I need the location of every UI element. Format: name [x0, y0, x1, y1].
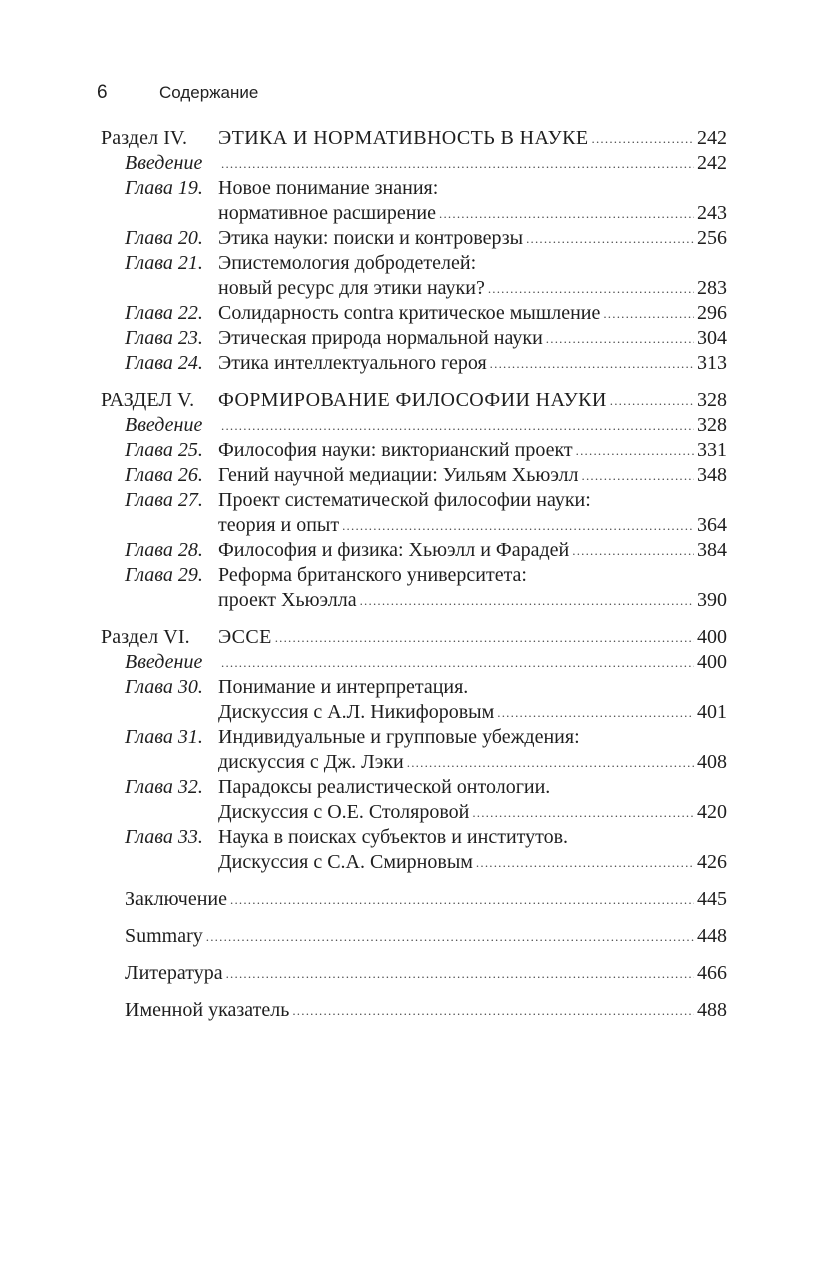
- chapter-title: Понимание и интерпретация.: [218, 676, 469, 698]
- dot-leader: [610, 388, 694, 413]
- section-row: [101, 388, 727, 413]
- dot-leader: [292, 998, 694, 1023]
- chapter-title: Дискуссия с А.Л. Никифоровым: [218, 701, 495, 723]
- chapter-row: [101, 750, 727, 775]
- dot-leader: [488, 276, 694, 301]
- dot-leader: [407, 750, 694, 775]
- chapter-label: Глава 20.: [125, 227, 203, 249]
- chapter-label: Глава 32.: [125, 776, 203, 798]
- chapter-row: [101, 650, 727, 675]
- chapter-label: Глава 28.: [125, 539, 203, 561]
- chapter-title: Наука в поисках субъектов и институтов.: [218, 826, 569, 848]
- dot-leader: [221, 151, 694, 176]
- chapter-label: Глава 27.: [125, 489, 203, 511]
- chapter-title: Парадоксы реалистической онтологии.: [218, 776, 551, 798]
- chapter-row: [101, 775, 727, 800]
- chapter-title: Этическая природа нормальной науки: [218, 327, 543, 349]
- chapter-row: [101, 850, 727, 875]
- chapter-title: Индивидуальные и групповые убеждения:: [218, 726, 580, 748]
- chapter-label: Введение: [125, 651, 203, 673]
- section-label: Раздел VI.: [101, 626, 190, 648]
- chapter-page: 390: [697, 589, 727, 611]
- chapter-row: [101, 513, 727, 538]
- back-matter-page: 448: [697, 925, 727, 947]
- chapter-row: [101, 800, 727, 825]
- back-matter-title: Заключение: [125, 888, 227, 910]
- page-number: 6: [97, 82, 108, 103]
- chapter-page: 243: [697, 202, 727, 224]
- chapter-title: проект Хьюэлла: [218, 589, 357, 611]
- chapter-title: Солидарность contra критическое мышление: [218, 302, 601, 324]
- dot-leader: [526, 226, 694, 251]
- section-gap: [101, 376, 727, 388]
- chapter-page: 400: [697, 651, 727, 673]
- section-title: ЭССЕ: [218, 626, 272, 648]
- chapter-page: 401: [697, 701, 727, 723]
- back-matter-row: [101, 961, 727, 986]
- chapter-page: 296: [697, 302, 727, 324]
- dot-leader: [275, 625, 694, 650]
- chapter-title: теория и опыт: [218, 514, 340, 536]
- chapter-label: Глава 23.: [125, 327, 203, 349]
- chapter-page: 364: [697, 514, 727, 536]
- dot-leader: [221, 413, 694, 438]
- chapter-title: Этика науки: поиски и контроверзы: [218, 227, 524, 249]
- chapter-title: Этика интеллектуального героя: [218, 352, 487, 374]
- back-matter-page: 445: [697, 888, 727, 910]
- chapter-page: 242: [697, 152, 727, 174]
- chapter-row: [101, 201, 727, 226]
- chapter-page: 283: [697, 277, 727, 299]
- back-matter-title: Summary: [125, 925, 203, 947]
- chapter-label: Глава 24.: [125, 352, 203, 374]
- chapter-row: [101, 276, 727, 301]
- page-header: [97, 82, 258, 104]
- chapter-title: Реформа британского университета:: [218, 564, 527, 586]
- chapter-row: [101, 725, 727, 750]
- section-page: 242: [697, 127, 727, 149]
- chapter-page: 328: [697, 414, 727, 436]
- section-gap: [101, 613, 727, 625]
- chapter-page: 304: [697, 327, 727, 349]
- chapter-title: Дискуссия с С.А. Смирновым: [218, 851, 473, 873]
- dot-leader: [546, 326, 694, 351]
- chapter-title: Философия и физика: Хьюэлл и Фарадей: [218, 539, 570, 561]
- chapter-title: Дискуссия с О.Е. Столяровой: [218, 801, 470, 823]
- dot-leader: [572, 538, 694, 563]
- chapter-page: 256: [697, 227, 727, 249]
- section-title: ФОРМИРОВАНИЕ ФИЛОСОФИИ НАУКИ: [218, 389, 607, 411]
- dot-leader: [226, 961, 694, 986]
- chapter-page: 348: [697, 464, 727, 486]
- chapter-row: [101, 825, 727, 850]
- chapter-row: [101, 326, 727, 351]
- chapter-row: [101, 463, 727, 488]
- back-matter-row: [101, 998, 727, 1023]
- chapter-page: 420: [697, 801, 727, 823]
- chapter-row: [101, 538, 727, 563]
- chapter-title: Новое понимание знания:: [218, 177, 439, 199]
- chapter-label: Глава 26.: [125, 464, 203, 486]
- chapter-label: Глава 30.: [125, 676, 203, 698]
- chapter-title: Эпистемология добродетелей:: [218, 252, 477, 274]
- chapter-title: нормативное расширение: [218, 202, 437, 224]
- chapter-row: [101, 301, 727, 326]
- dot-leader: [206, 924, 694, 949]
- chapter-row: [101, 438, 727, 463]
- dot-leader: [476, 850, 694, 875]
- chapter-title: дискуссия с Дж. Лэки: [218, 751, 404, 773]
- back-matter-row: [101, 924, 727, 949]
- back-matter-row: [101, 887, 727, 912]
- chapter-page: 384: [697, 539, 727, 561]
- chapter-row: [101, 151, 727, 176]
- chapter-title: Философия науки: викторианский проект: [218, 439, 573, 461]
- chapter-row: [101, 588, 727, 613]
- dot-leader: [221, 650, 694, 675]
- chapter-row: [101, 700, 727, 725]
- chapter-row: [101, 251, 727, 276]
- running-title: Содержание: [159, 83, 259, 102]
- dot-leader: [592, 126, 694, 151]
- dot-leader: [472, 800, 694, 825]
- chapter-label: Введение: [125, 414, 203, 436]
- section-row: [101, 126, 727, 151]
- chapter-label: Глава 21.: [125, 252, 203, 274]
- chapter-row: [101, 176, 727, 201]
- chapter-title: Гений научной медиации: Уильям Хьюэлл: [218, 464, 579, 486]
- chapter-label: Глава 29.: [125, 564, 203, 586]
- chapter-label: Глава 31.: [125, 726, 203, 748]
- section-page: 328: [697, 389, 727, 411]
- chapter-row: [101, 413, 727, 438]
- dot-leader: [603, 301, 694, 326]
- dot-leader: [497, 700, 694, 725]
- table-of-contents: [101, 126, 727, 1023]
- dot-leader: [439, 201, 694, 226]
- dot-leader: [582, 463, 695, 488]
- section-page: 400: [697, 626, 727, 648]
- dot-leader: [360, 588, 694, 613]
- chapter-row: [101, 488, 727, 513]
- section-label: РАЗДЕЛ V.: [101, 389, 195, 411]
- chapter-row: [101, 226, 727, 251]
- back-matter-page: 488: [697, 999, 727, 1021]
- section-row: [101, 625, 727, 650]
- chapter-page: 408: [697, 751, 727, 773]
- dot-leader: [490, 351, 694, 376]
- chapter-label: Глава 19.: [125, 177, 203, 199]
- section-title: ЭТИКА И НОРМАТИВНОСТЬ В НАУКЕ: [218, 127, 589, 149]
- chapter-title: Проект систематической философии науки:: [218, 489, 591, 511]
- chapter-label: Глава 22.: [125, 302, 203, 324]
- back-matter-title: Именной указатель: [125, 999, 290, 1021]
- back-matter-title: Литература: [125, 962, 223, 984]
- chapter-row: [101, 563, 727, 588]
- chapter-row: [101, 351, 727, 376]
- chapter-page: 426: [697, 851, 727, 873]
- chapter-label: Глава 25.: [125, 439, 203, 461]
- chapter-page: 331: [697, 439, 727, 461]
- back-matter-page: 466: [697, 962, 727, 984]
- section-label: Раздел IV.: [101, 127, 188, 149]
- chapter-label: Глава 33.: [125, 826, 203, 848]
- chapter-label: Введение: [125, 152, 203, 174]
- dot-leader: [576, 438, 694, 463]
- dot-leader: [342, 513, 694, 538]
- chapter-title: новый ресурс для этики науки?: [218, 277, 485, 299]
- dot-leader: [230, 887, 694, 912]
- chapter-row: [101, 675, 727, 700]
- chapter-page: 313: [697, 352, 727, 374]
